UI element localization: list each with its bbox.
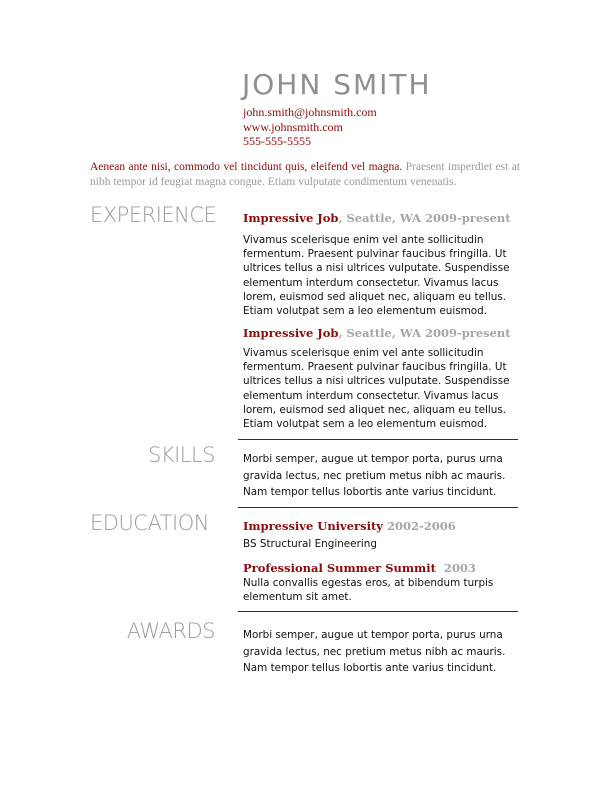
section-divider — [238, 611, 518, 612]
job-heading — [243, 211, 521, 225]
contact-block — [243, 105, 377, 149]
education-title: Impressive University — [243, 519, 383, 533]
education-meta: 2003 — [435, 561, 476, 575]
education-description: BS Structural Engineering — [243, 538, 377, 550]
awards-text: Morbi semper, augue ut tempor porta, purus urna gravida lectus, nec pretium metus nibh ac mauris. Nam tempor tellus lobortis ante varius tincidunt. — [243, 629, 506, 674]
skills-text: Morbi semper, augue ut tempor porta, purus urna gravida lectus, nec pretium metus nibh ac mauris. Nam tempor tellus lobortis ante varius tincidunt. — [243, 453, 506, 498]
experience-job-2 — [243, 326, 521, 431]
education-item-2 — [243, 561, 521, 604]
job-meta: , Seattle, WA 2009-present — [338, 211, 511, 225]
job-description: Vivamus scelerisque enim vel ante sollicitudin fermentum. Praesent pulvinar faucibus fringilla. Ut ultrices tellus a nisi ultrices vulputate. Suspendisse elementum interdum consectetur. Vivamus lacus lorem, euismod sed aliquet nec, aliquam eu tellus. Etiam volutpat sem a leo elementum euismod. — [243, 234, 510, 318]
resume-name: JOHN SMITH — [242, 68, 432, 101]
summary-rest: Praesent imperdiet est at nibh tempor id feugiat magna congue. Etiam vulputate condimentum venenatis. — [90, 161, 520, 188]
job-description: Vivamus scelerisque enim vel ante sollicitudin fermentum. Praesent pulvinar faucibus fringilla. Ut ultrices tellus a nisi ultrices vulputate. Suspendisse elementum interdum consectetur. Vivamus lacus lorem, euismod sed aliquet nec, aliquam eu tellus. Etiam volutpat sem a leo elementum euismod. — [243, 347, 510, 431]
contact-email: john.smith@johnsmith.com — [243, 105, 377, 119]
section-heading-experience: EXPERIENCE — [90, 203, 217, 227]
section-divider — [238, 507, 518, 508]
contact-phone: 555-555-5555 — [243, 134, 311, 148]
education-meta: 2002-2006 — [382, 519, 456, 533]
job-heading — [243, 326, 521, 340]
section-heading-awards: AWARDS — [126, 619, 215, 643]
education-heading — [243, 561, 521, 575]
education-description: Nulla convallis egestas eros, at bibendum turpis elementum sit amet. — [243, 577, 494, 604]
summary — [90, 160, 520, 190]
experience-job-1 — [243, 211, 521, 318]
section-heading-skills: SKILLS — [147, 443, 215, 467]
contact-website: www.johnsmith.com — [243, 119, 343, 134]
summary-highlight: Aenean ante nisi, commodo vel tincidunt quis, eleifend vel magna. — [90, 161, 403, 173]
job-meta: , Seattle, WA 2009-present — [338, 326, 511, 340]
section-divider — [238, 439, 518, 440]
job-title: Impressive Job — [243, 326, 339, 340]
education-item-1 — [243, 519, 521, 551]
education-heading — [243, 519, 521, 533]
section-heading-education: EDUCATION — [90, 511, 209, 535]
education-title: Professional Summer Summit — [243, 561, 436, 575]
job-title: Impressive Job — [243, 211, 339, 225]
